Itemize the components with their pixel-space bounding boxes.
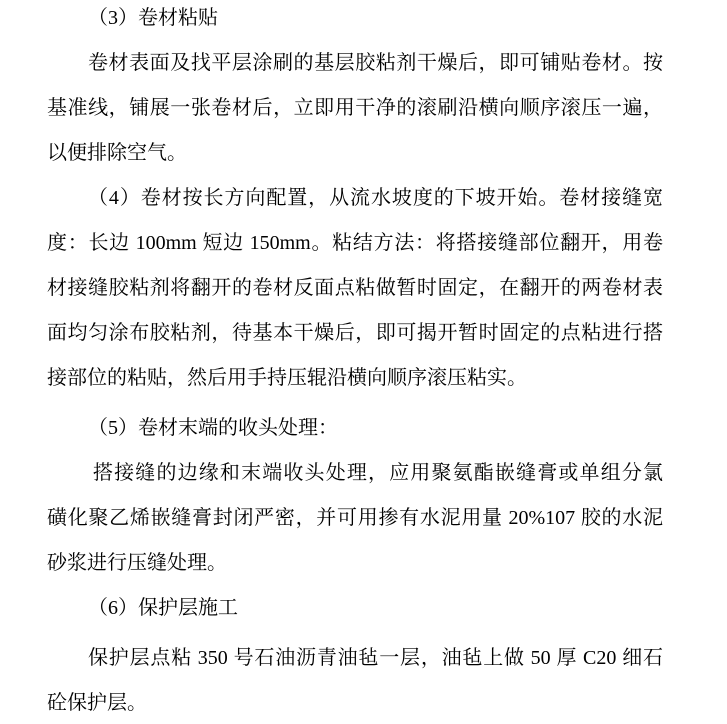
paragraph-line: 以便排除空气。 <box>47 142 187 164</box>
paragraph-line: 砼保护层。 <box>47 692 147 714</box>
paragraph-line: 面均匀涂布胶粘剂，待基本干燥后，即可揭开暂时固定的点粘进行搭 <box>47 322 663 344</box>
paragraph-line: 搭接缝的边缘和末端收头处理，应用聚氨酯嵌缝膏或单组分氯 <box>93 462 663 484</box>
paragraph-line: 度：长边 100mm 短边 150mm。粘结方法：将搭接缝部位翻开，用卷 <box>47 232 663 254</box>
paragraph-line: （4）卷材按长方向配置，从流水坡度的下坡开始。卷材接缝宽 <box>88 187 663 209</box>
paragraph-line: 砂浆进行压缝处理。 <box>47 552 227 574</box>
paragraph-line: 磺化聚乙烯嵌缝膏封闭严密，并可用掺有水泥用量 20%107 胶的水泥 <box>47 507 663 529</box>
section-heading-3: （3）卷材粘贴 <box>88 7 218 29</box>
section-heading-5: （5）卷材末端的收头处理： <box>88 417 338 439</box>
paragraph-line: 保护层点粘 350 号石油沥青油毡一层，油毡上做 50 厚 C20 细石 <box>88 647 663 669</box>
paragraph-line: 卷材表面及找平层涂刷的基层胶粘剂干燥后，即可铺贴卷材。按 <box>88 52 663 74</box>
section-heading-6: （6）保护层施工 <box>88 597 238 619</box>
paragraph-line: 基准线，铺展一张卷材后，立即用干净的滚刷沿横向顺序滚压一遍， <box>47 97 663 119</box>
paragraph-line: 接部位的粘贴，然后用手持压辊沿横向顺序滚压粘实。 <box>47 367 527 389</box>
paragraph-line: 材接缝胶粘剂将翻开的卷材反面点粘做暂时固定，在翻开的两卷材表 <box>47 277 663 299</box>
